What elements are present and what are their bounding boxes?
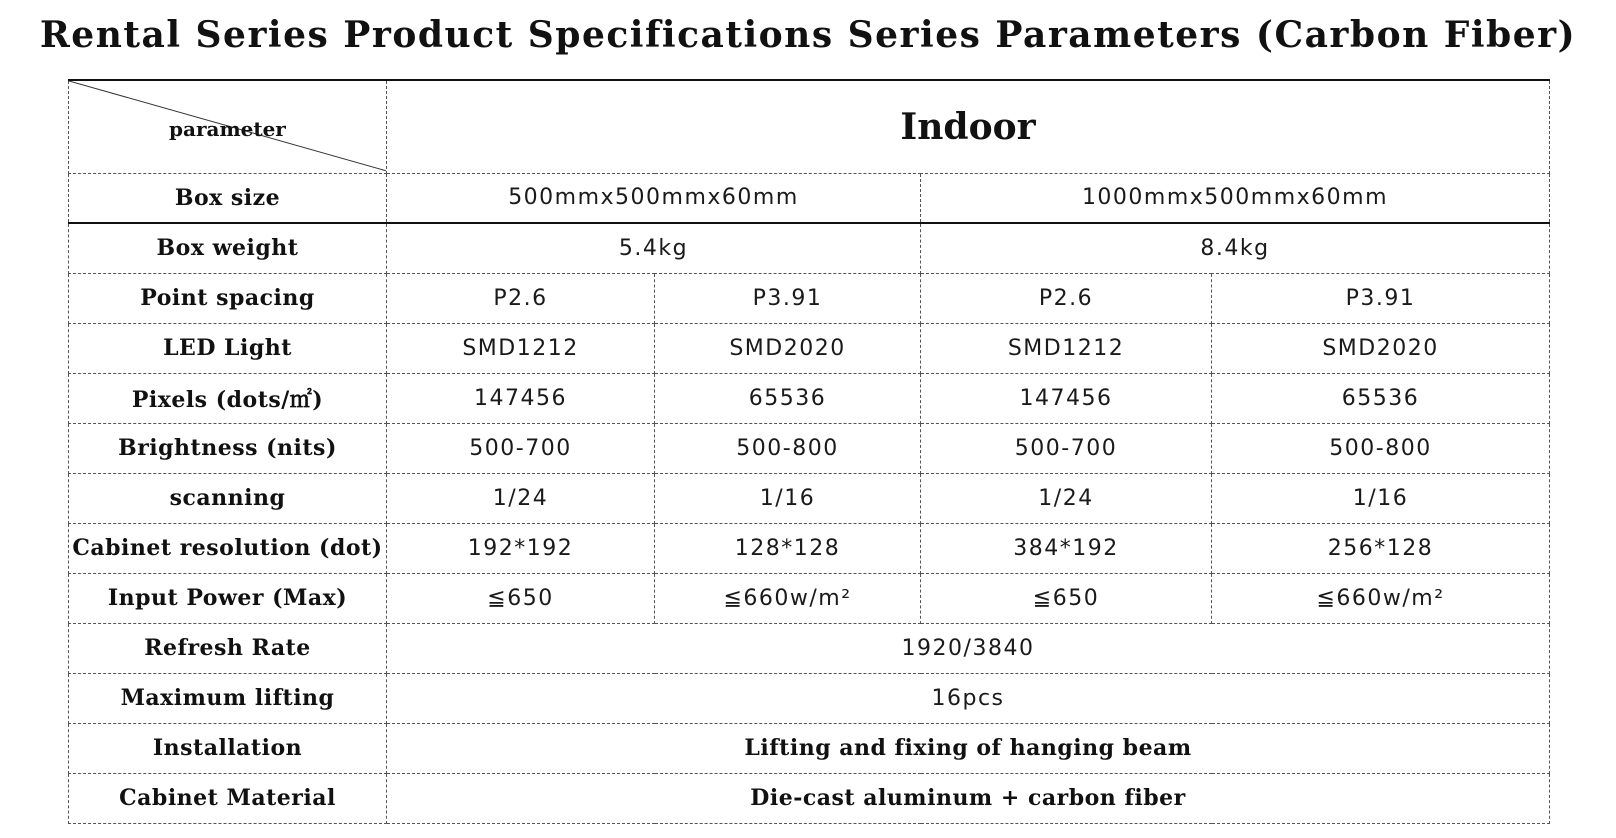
cell: 16pcs [387,673,1550,723]
cell: SMD2020 [1212,323,1550,373]
cell: P2.6 [921,273,1212,323]
cell: 384*192 [921,523,1212,573]
cell: SMD1212 [921,323,1212,373]
row-label: scanning [69,473,387,523]
table-row [69,173,1550,223]
cell: ≦650 [921,573,1212,623]
cell: 500-700 [921,423,1212,473]
cell: 500mmx500mmx60mm [387,173,921,223]
row-label: Installation [69,723,387,773]
table-row [69,623,1550,673]
cell: 500-800 [1212,423,1550,473]
cell: ≦650 [387,573,655,623]
row-label: Maximum lifting [69,673,387,723]
cell: 1/24 [387,473,655,523]
table-row [69,673,1550,723]
cell: 65536 [1212,373,1550,423]
table-row [69,223,1550,273]
row-label: Cabinet Material [69,773,387,823]
cell: 5.4kg [387,223,921,273]
table-row [69,323,1550,373]
table-row [69,523,1550,573]
row-label: Refresh Rate [69,623,387,673]
table-row [69,373,1550,423]
table-row [69,273,1550,323]
cell: 500-700 [387,423,655,473]
parameter-label: parameter [169,117,286,141]
row-label: Brightness (nits) [69,423,387,473]
cell: P3.91 [655,273,921,323]
row-label: LED Light [69,323,387,373]
table-row [69,773,1550,823]
table-row [69,423,1550,473]
cell: 128*128 [655,523,921,573]
cell: 256*128 [1212,523,1550,573]
cell: SMD2020 [655,323,921,373]
cell: 500-800 [655,423,921,473]
cell: P3.91 [1212,273,1550,323]
page-title: Rental Series Product Specifications Series Parameters (Carbon Fiber) [39,14,1577,56]
cell: 147456 [387,373,655,423]
cell: 1/16 [1212,473,1550,523]
spec-table [68,79,1550,824]
cell: Lifting and fixing of hanging beam [387,723,1550,773]
row-label: Box weight [69,223,387,273]
row-label: Cabinet resolution (dot) [69,523,387,573]
cell: SMD1212 [387,323,655,373]
cell: 1000mmx500mmx60mm [921,173,1550,223]
table-header-row [69,80,1550,173]
cell: ≦660w/m² [655,573,921,623]
parameter-corner-cell [69,80,387,173]
cell: 65536 [655,373,921,423]
table-row [69,473,1550,523]
row-label: Point spacing [69,273,387,323]
cell: 1/24 [921,473,1212,523]
row-label: Box size [69,173,387,223]
cell: 1920/3840 [387,623,1550,673]
table-row [69,723,1550,773]
indoor-header: Indoor [387,80,1550,173]
cell: Die-cast aluminum + carbon fiber [387,773,1550,823]
row-label: Input Power (Max) [69,573,387,623]
cell: 192*192 [387,523,655,573]
table-row [69,573,1550,623]
row-label: Pixels (dots/㎡) [69,373,387,423]
cell: 8.4kg [921,223,1550,273]
cell: ≦660w/m² [1212,573,1550,623]
cell: P2.6 [387,273,655,323]
cell: 1/16 [655,473,921,523]
cell: 147456 [921,373,1212,423]
